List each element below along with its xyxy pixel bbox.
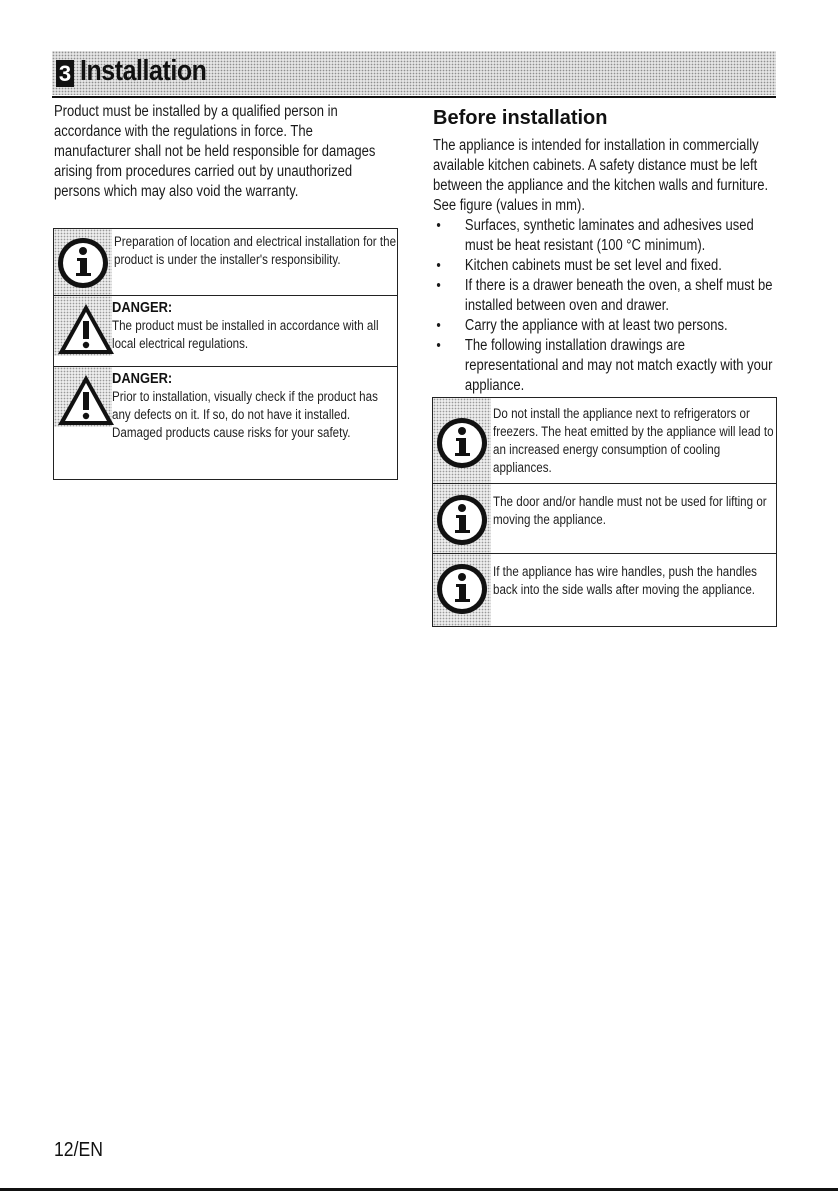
- info-icon: [435, 562, 489, 616]
- danger-text: Prior to installation, visually check if the product has any defects on it. If so, do not have it installed.: [112, 389, 378, 422]
- section-title: Installation: [80, 55, 207, 87]
- info-notice: [432, 553, 777, 627]
- section-banner: [52, 51, 776, 95]
- info-notice: [53, 228, 398, 296]
- warning-triangle-icon: [56, 373, 116, 427]
- danger-text-2: Damaged products cause risks for your safety.: [112, 425, 351, 440]
- before-installation-body: [433, 136, 777, 396]
- list-item: • The following installation drawings are representational and may not match exactly with your appliance.: [433, 336, 777, 396]
- installation-intro: Product must be installed by a qualified person in accordance with the regulations in force. The manufacturer shall not be held responsible for damages arising from procedures carried out by unauthorized persons which may also void the warranty.: [54, 103, 376, 200]
- info-icon: [435, 416, 489, 470]
- danger-heading: DANGER:: [112, 370, 173, 387]
- info-icon: [435, 493, 489, 547]
- danger-heading: DANGER:: [112, 299, 173, 316]
- list-item: • If there is a drawer beneath the oven, a shelf must be installed between oven and drawer.: [433, 276, 777, 316]
- info-icon: [56, 236, 110, 290]
- banner-rule: [52, 96, 776, 98]
- info-note-text: The door and/or handle must not be used for lifting or moving the appliance.: [493, 494, 767, 527]
- info-notice: [432, 397, 777, 484]
- list-item: • Carry the appliance with at least two persons.: [433, 316, 777, 336]
- info-note-text: Do not install the appliance next to refrigerators or freezers. The heat emitted by the appliance will lead to an increased energy consumption of cooling appliances.: [493, 406, 774, 475]
- section-number: 3: [56, 60, 74, 87]
- danger-notice-2: [53, 366, 398, 480]
- warning-triangle-icon: [56, 302, 116, 356]
- danger-notice-2-content: [112, 370, 396, 442]
- requirements-list: [433, 216, 777, 396]
- before-installation-intro: The appliance is intended for installation in commercially available kitchen cabinets. A safety distance must be left between the appliance and the kitchen walls and furniture. See figure (values in mm).: [433, 137, 769, 214]
- page-number: 12/EN: [54, 1139, 103, 1161]
- info-notice-text: Preparation of location and electrical installation for the product is under the installer's responsibility.: [114, 234, 397, 267]
- before-installation-heading: Before installation: [433, 107, 608, 129]
- danger-text: The product must be installed in accordance with all local electrical regulations.: [112, 318, 379, 351]
- list-item: • Kitchen cabinets must be set level and fixed.: [433, 256, 777, 276]
- list-item: • Surfaces, synthetic laminates and adhesives used must be heat resistant (100 °C minimum).: [433, 216, 777, 256]
- info-notice: [432, 483, 777, 554]
- info-note-text: If the appliance has wire handles, push the handles back into the side walls after moving the appliance.: [493, 564, 757, 597]
- danger-notice-1: [53, 295, 398, 367]
- danger-notice-1-content: [112, 299, 396, 353]
